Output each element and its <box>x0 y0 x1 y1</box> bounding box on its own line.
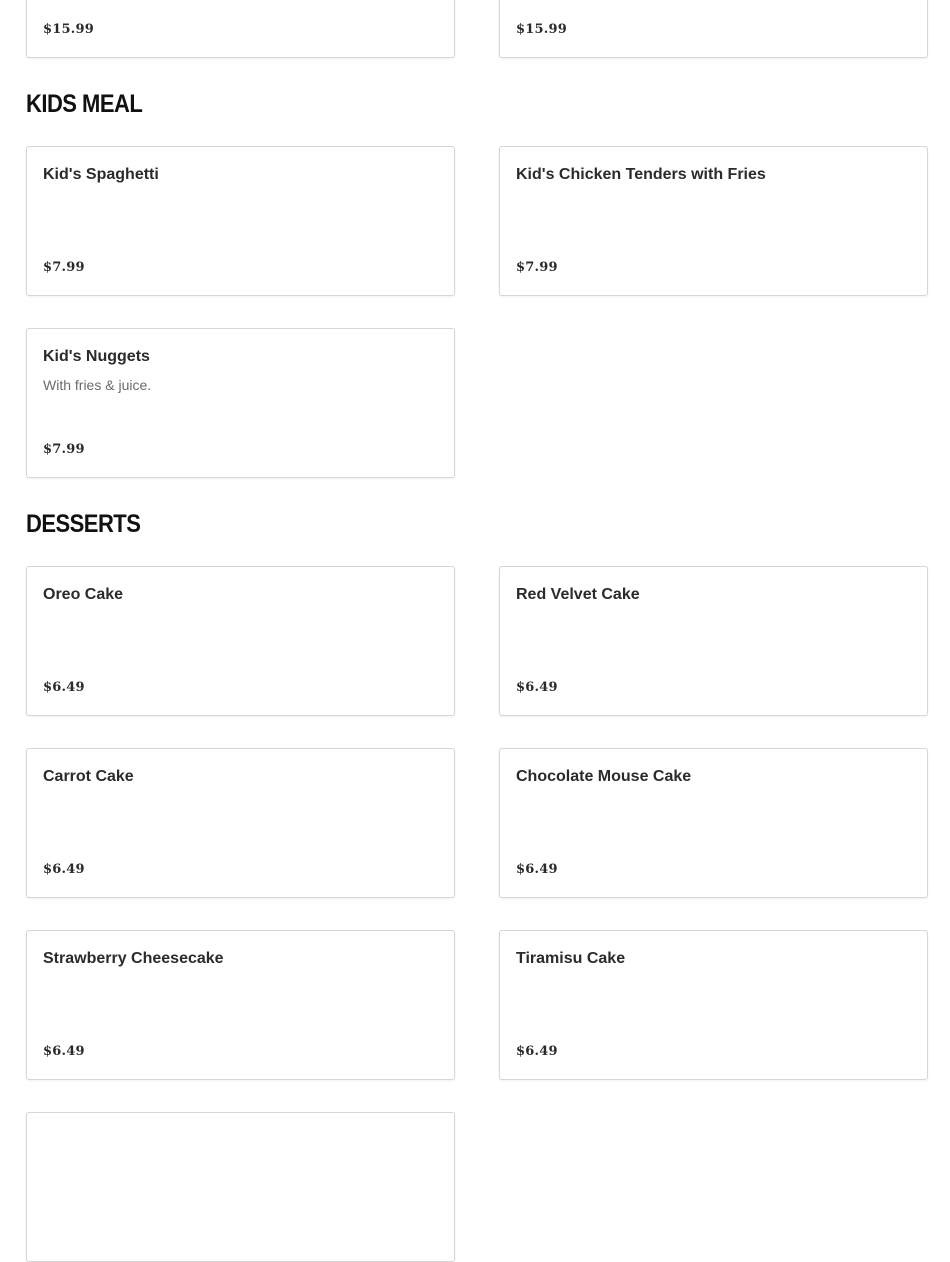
item-price: $7.99 <box>516 260 558 275</box>
item-price: $6.49 <box>43 862 85 877</box>
menu-item-card[interactable] <box>26 146 455 296</box>
item-price: $6.49 <box>516 862 558 877</box>
menu-item-card[interactable] <box>26 566 455 716</box>
item-price: $6.49 <box>516 1044 558 1059</box>
menu-item-card[interactable] <box>499 748 928 898</box>
item-price: $15.99 <box>516 22 567 37</box>
item-name: Carrot Cake <box>43 768 134 785</box>
item-price: $6.49 <box>516 680 558 695</box>
item-price: $6.49 <box>43 1044 85 1059</box>
menu-item-card[interactable] <box>26 328 455 478</box>
item-name: Kid's Chicken Tenders with Fries <box>516 166 766 183</box>
menu-item-card[interactable] <box>499 930 928 1080</box>
item-name: Chocolate Mouse Cake <box>516 768 692 785</box>
menu-item-card[interactable] <box>26 1112 455 1262</box>
menu-item-card[interactable] <box>499 0 928 58</box>
item-name: Kid's Nuggets <box>43 348 150 365</box>
item-price: $6.49 <box>43 680 85 695</box>
item-name: Red Velvet Cake <box>516 586 640 603</box>
item-name: Kid's Spaghetti <box>43 166 159 183</box>
menu-item-card[interactable] <box>26 748 455 898</box>
menu-item-card[interactable] <box>26 0 455 58</box>
item-name: Tiramisu Cake <box>516 950 626 967</box>
section-title-kids-meal: KIDS MEAL <box>26 90 143 118</box>
item-name: Strawberry Cheesecake <box>43 950 224 967</box>
menu-item-card[interactable] <box>26 930 455 1080</box>
item-price: $7.99 <box>43 442 85 457</box>
item-name: Oreo Cake <box>43 586 124 603</box>
item-description: With fries & juice. <box>43 377 152 393</box>
menu-item-card[interactable] <box>499 146 928 296</box>
item-price: $7.99 <box>43 260 85 275</box>
menu-item-card[interactable] <box>499 566 928 716</box>
section-title-desserts: DESSERTS <box>26 510 141 538</box>
item-price: $15.99 <box>43 22 94 37</box>
